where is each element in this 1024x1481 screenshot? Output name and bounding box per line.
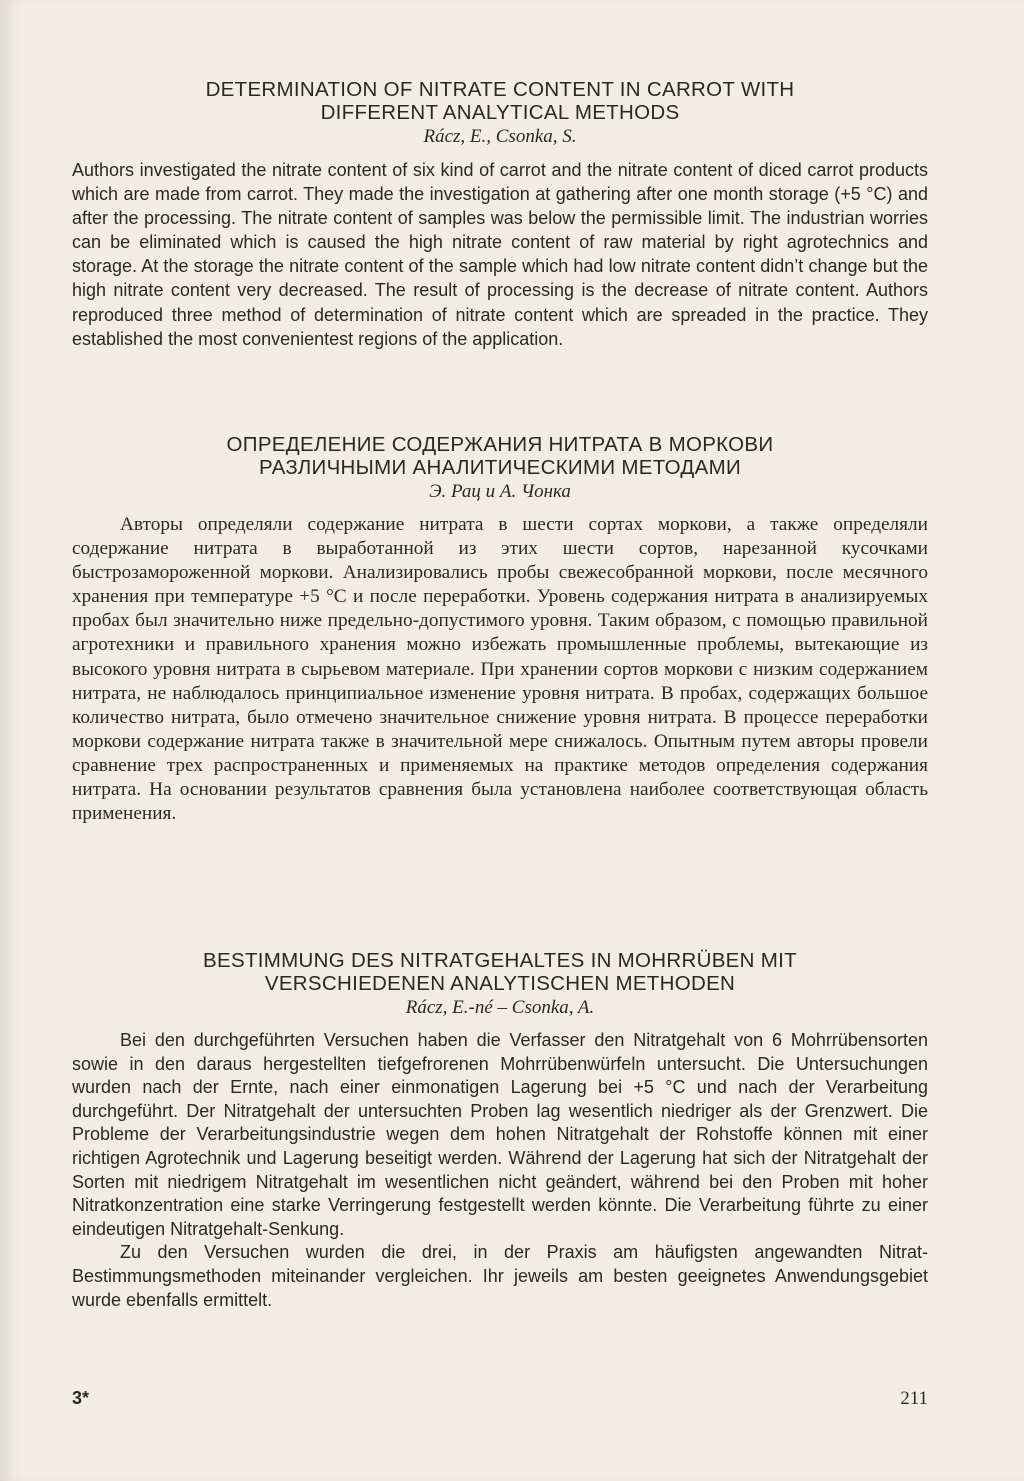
english-abstract <box>72 78 928 351</box>
german-paragraph-1: Bei den durchgeführten Versuchen haben die Verfasser den Nitratgehalt von 6 Mohrrübensorten sowie in den daraus hergestellten tiefgefrorenen Mohrrübenwürfeln untersucht. Die Untersuchungen wurden nach der Ernte, nach einer einmonatigen Lagerung bei +5 °C und nach der Verarbeitung durchgeführt. Der Nitratgehalt der untersuchten Proben lag wesentlich niedriger als der Grenzwert. Die Probleme der Verarbeitungsindustrie wegen dem hohen Nitratgehalt der Rohstoffe können mit einer richtigen Agrotechnik und Lagerung beseitigt werden. Während der Lagerung hat sich der Nitratgehalt der Sorten mit niedrigem Nitratgehalt im wesentlichen nicht geändert, während bei den Proben mit hoher Nitratkonzentration eine starke Verringerung festgestellt werden könnte. Die Verarbeitung führte zu einer eindeutigen Nitratgehalt-Senkung. <box>72 1030 928 1239</box>
english-title <box>72 78 928 124</box>
german-title-line2: VERSCHIEDENEN ANALYTISCHEN METHODEN <box>264 972 736 995</box>
english-paragraph: Authors investigated the nitrate content of six kind of carrot and the nitrate content of diced carrot products which are made from carrot. They made the investigation at gathering after one month storage (+5 °C) and after the processing. The nitrate content of samples was below the permissible limit. The industrian worries can be eliminated which is caused the high nitrate content of raw material by right agrotechnics and storage. At the storage the nitrate content of the sample which had low nitrate content didn’t change but the high nitrate content very decreased. The result of processing is the decrease of nitrate content. Authors reproduced three method of determination of nitrate content which are spreaded in the practice. They established the most convenientest regions of the application. <box>72 160 928 349</box>
english-authors: Rácz, E., Csonka, S. <box>423 126 577 147</box>
signature-mark: 3* <box>72 1388 90 1408</box>
german-paragraph-2: Zu den Versuchen wurden die drei, in der Praxis am häufigsten angewandten Nitrat-Bestimmungsmethoden miteinander vergleichen. Ihr jeweils am besten geeignetes Anwendungsgebiet wurde ebenfalls ermittelt. <box>72 1242 928 1310</box>
german-abstract <box>72 949 928 1312</box>
russian-title-line1: ОПРЕДЕЛЕНИЕ СОДЕРЖАНИЯ НИТРАТА В МОРКОВИ <box>226 433 774 456</box>
russian-authors: Э. Рац и А. Чонка <box>429 481 571 502</box>
german-authors: Rácz, E.-né – Csonka, A. <box>405 997 595 1018</box>
russian-paragraph: Авторы определяли содержание нитрата в шести сортах моркови, а также определяли содержание нитрата в выработанной из этих шести сортов, нарезанной кусочками быстрозамороженной моркови. Анализировались пробы свежесобранной моркови, после месячного хранения при температуре +5 °С и после переработки. Уровень содержания нитрата в анализируемых пробах был значительно ниже предельно-допустимого уровня. Таким образом, с помощью правильной агротехники и правильного хранения можно избежать промышленные проблемы, вытекающие из высокого уровня нитрата в сырьевом материале. При хранении сортов моркови с низким содержанием нитрата, не наблюдалось принципиальное изменение уровня нитрата. В пробах, содержащих большое количество нитрата, было отмечено значительное снижение уровня нитрата. В процессе переработки моркови содержание нитрата также в значительной мере снижалось. Опытным путем авторы провели сравнение трех распространенных и применяемых на практике методов определения содержания нитрата. На основании результатов сравнения была установлена наиболее соответствующая область применения. <box>72 514 928 825</box>
german-title-line1: BESTIMMUNG DES NITRATGEHALTES IN MOHRRÜBEN MIT <box>203 949 797 972</box>
german-title <box>72 949 928 995</box>
english-title-line2: DIFFERENT ANALYTICAL METHODS <box>320 101 680 124</box>
russian-abstract <box>72 433 928 826</box>
russian-title <box>72 433 928 479</box>
page-footer <box>72 1388 928 1412</box>
russian-title-line2: РАЗЛИЧНЫМИ АНАЛИТИЧЕСКИМИ МЕТОДАМИ <box>259 456 741 479</box>
page-number: 211 <box>900 1388 928 1409</box>
english-title-line1: DETERMINATION OF NITRATE CONTENT IN CARROT WITH <box>205 78 795 101</box>
